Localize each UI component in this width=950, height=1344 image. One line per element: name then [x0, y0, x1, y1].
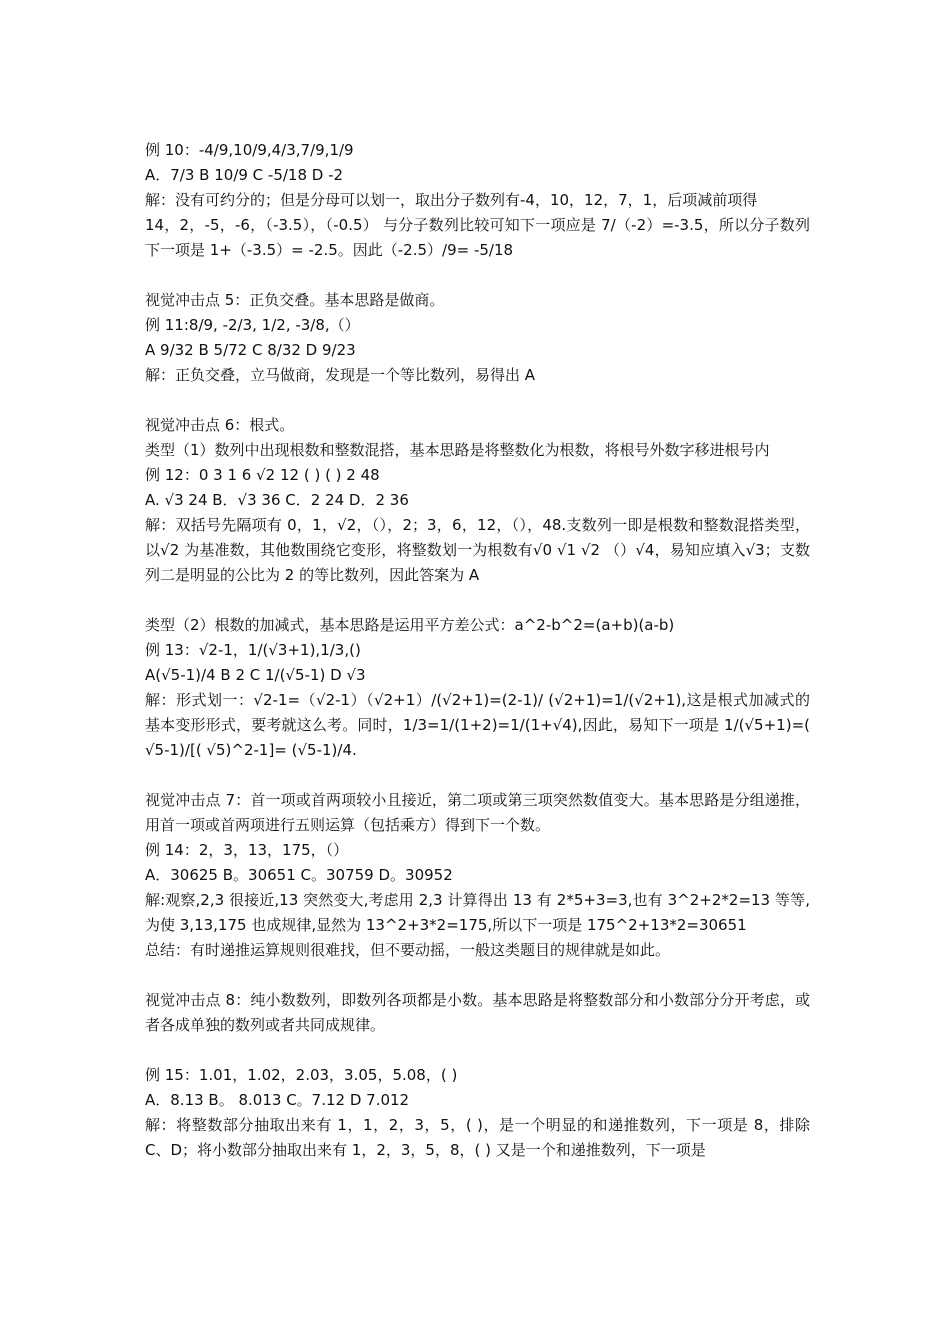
- blank-line: [145, 1038, 810, 1063]
- example-line: 例 12：0 3 1 6 √2 12 ( ) ( ) 2 48: [145, 466, 380, 484]
- blank-line: [145, 388, 810, 413]
- document-page: [145, 138, 810, 1163]
- solution-line: 解：正负交叠，立马做商，发现是一个等比数列，易得出 A: [145, 366, 536, 384]
- blank-line: [145, 263, 810, 288]
- example-line: 例 11:8/9, -2/3, 1/2, -3/8,（）: [145, 316, 360, 334]
- example-line: 例 10：-4/9,10/9,4/3,7/9,1/9: [145, 141, 354, 159]
- section-heading: 视觉冲击点 7：首一项或首两项较小且接近，第二项或第三项突然数值变大。基本思路是分组递推，用首一项或首两项进行五则运算（包括乘方）得到下一个数。: [145, 791, 810, 834]
- options-line: A．8.13 B。 8.013 C。7.12 D 7.012: [145, 1091, 410, 1109]
- point-6-block: [145, 413, 810, 588]
- options-line: A．7/3 B 10/9 C -5/18 D -2: [145, 166, 344, 184]
- solution-line: 14，2，-5，-6，（-3.5），（-0.5） 与分子数列比较可知下一项应是 7/（-2）=-3.5，所以分子数列下一项是 1+（-3.5）= -2.5。因此（-2.5）/9= -5/18: [145, 216, 810, 259]
- type-2-block: [145, 613, 810, 763]
- options-line: A 9/32 B 5/72 C 8/32 D 9/23: [145, 341, 356, 359]
- example-10-block: [145, 138, 810, 263]
- type-description: 类型（2）根数的加减式，基本思路是运用平方差公式：a^2-b^2=(a+b)(a-b): [145, 616, 675, 634]
- solution-line: 解：没有可约分的；但是分母可以划一，取出分子数列有-4，10，12，7，1，后项减前项得: [145, 191, 758, 209]
- solution-paragraph: 解：形式划一：√2-1=（√2-1）（√2+1）/(√2+1)=(2-1)/ (√2+1)=1/(√2+1),这是根式加减式的基本变形形式，要考就这么考。同时，1/3=1/(1+2)=1/(1+√4),因此，易知下一项是 1/(√5+1)=( √5-1)/[( √5)^2-1]= (√5-1)/4.: [145, 691, 810, 759]
- section-heading: 视觉冲击点 8：纯小数数列，即数列各项都是小数。基本思路是将整数部分和小数部分分开考虑，或者各成单独的数列或者共同成规律。: [145, 991, 810, 1034]
- solution-paragraph: 解：双括号先隔项有 0，1，√2，（），2；3，6，12，（），48.支数列一即是根数和整数混搭类型，以√2 为基准数，其他数围绕它变形，将整数划一为根数有√0 √1 √2 （）√4，易知应填入√3；支数列二是明显的公比为 2 的等比数列，因此答案为 A: [145, 516, 810, 584]
- options-line: A. √3 24 B．√3 36 C．2 24 D．2 36: [145, 491, 409, 509]
- point-7-block: [145, 788, 810, 963]
- blank-line: [145, 763, 810, 788]
- point-5-block: [145, 288, 810, 388]
- summary-line: 总结：有时递推运算规则很难找，但不要动摇，一般这类题目的规律就是如此。: [145, 941, 671, 959]
- options-line: A．30625 B。30651 C。30759 D。30952: [145, 866, 453, 884]
- blank-line: [145, 963, 810, 988]
- example-line: 例 13：√2-1，1/(√3+1),1/3,(): [145, 641, 361, 659]
- example-line: 例 15：1.01，1.02，2.03，3.05，5.08，( ): [145, 1066, 458, 1084]
- solution-paragraph: 解:观察,2,3 很接近,13 突然变大,考虑用 2,3 计算得出 13 有 2*5+3=3,也有 3^2+2*2=13 等等,为使 3,13,175 也成规律,显然为 13^2+3*2=175,所以下一项是 175^2+13*2=30651: [145, 891, 810, 934]
- example-line: 例 14：2，3，13，175，（）: [145, 841, 349, 859]
- blank-line: [145, 588, 810, 613]
- section-heading: 视觉冲击点 5：正负交叠。基本思路是做商。: [145, 291, 445, 309]
- example-15-block: [145, 1063, 810, 1163]
- solution-paragraph: 解：将整数部分抽取出来有 1，1，2，3，5，( )，是一个明显的和递推数列，下一项是 8，排除 C、D；将小数部分抽取出来有 1，2，3，5，8，( ) 又是一个和递推数列，下一项是: [145, 1116, 810, 1159]
- section-heading: 视觉冲击点 6：根式。: [145, 416, 295, 434]
- options-line: A(√5-1)/4 B 2 C 1/(√5-1) D √3: [145, 666, 366, 684]
- type-description: 类型（1）数列中出现根数和整数混搭，基本思路是将整数化为根数，将根号外数字移进根号内: [145, 441, 770, 459]
- point-8-block: [145, 988, 810, 1038]
